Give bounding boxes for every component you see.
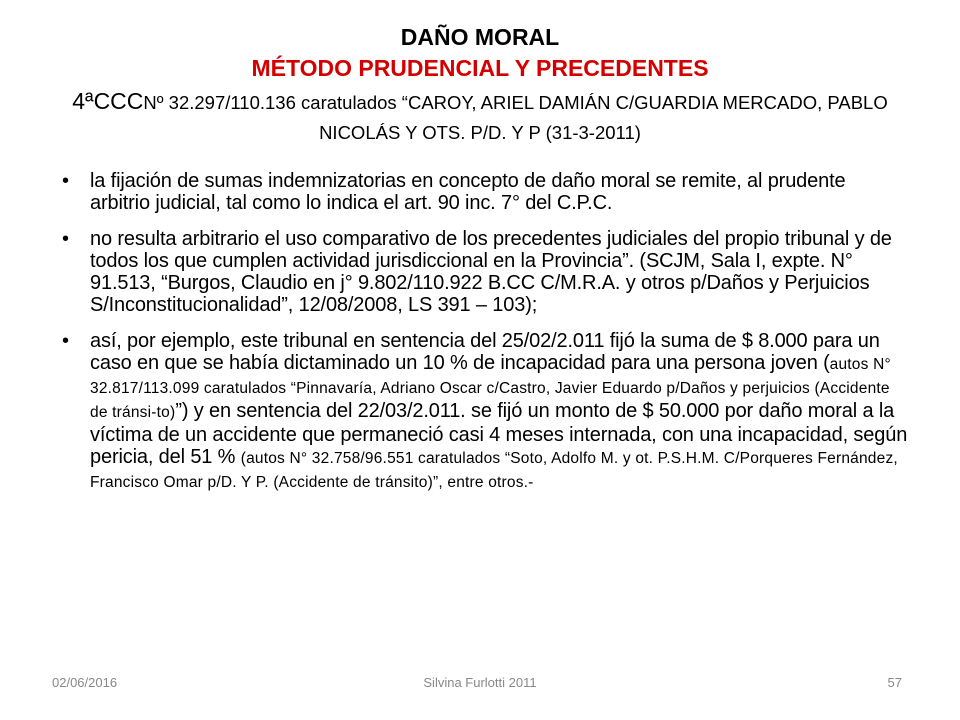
bullet-list (62, 170, 908, 494)
bullet-item (62, 330, 908, 494)
title-subtitle: MÉTODO PRUDENCIAL Y PRECEDENTES (251, 55, 709, 81)
title-case-caption: Nº 32.297/110.136 caratulados “CAROY, ARIEL DAMIÁN C/GUARDIA MERCADO, PABLO NICOLÁS Y OTS. P/D. Y P (31-3-2011) (143, 92, 888, 143)
bullet-icon: • (62, 228, 69, 250)
bullet-icon: • (62, 330, 69, 352)
footer-date: 02/06/2016 (52, 675, 118, 690)
bullet-citation: (autos N° 32.758/96.551 caratulados “Soto, Adolfo M. y ot. P.S.H.M. C/Porqueres Fernández, Francisco Omar p/D. Y P. (Accidente de tránsito)”, entre otros.- (90, 450, 898, 491)
slide-content (62, 170, 908, 508)
bullet-item (62, 228, 908, 316)
title-main: DAÑO MORAL (400, 24, 560, 50)
title-court: 4ªCCC (72, 88, 144, 114)
footer-author: Silvina Furlotti 2011 (423, 675, 537, 690)
bullet-item (62, 170, 908, 214)
bullet-icon: • (62, 170, 69, 192)
footer-page-number: 57 (887, 675, 902, 690)
bullet-text: la fijación de sumas indemnizatorias en concepto de daño moral se remite, al prudente arbitrio judicial, tal como lo indica el art. 90 inc. 7° del C.P.C. (90, 170, 846, 214)
slide-title (60, 22, 900, 148)
title-case-reference (60, 86, 900, 148)
bullet-text: así, por ejemplo, este tribunal en sentencia del 25/02/2.011 fijó la suma de $ 8.000 para un caso en que se había dictaminado un 10 % de incapacidad para una persona joven ( (90, 330, 880, 374)
bullet-text: no resulta arbitrario el uso comparativo de los precedentes judiciales del propio tribunal y de todos los que cumplen actividad jurisdiccional en la Provincia”. (SCJM, Sala I, expte. N° 91.513, “Burgos, Claudio en j° 9.802/110.922 B.CC C/M.R.A. y otros p/Daños y Perjuicios S/Inconstitucionalidad”, 12/08/2008, LS 391 – 103); (90, 228, 892, 316)
bullet-citation: autos N° 32.817/113.099 caratulados “Pinnavaría, Adriano Oscar c/Castro, Javier Eduardo p/Daños y perjuicios (Accidente de tránsi-to) (90, 356, 891, 421)
bullet-text: ”) y en sentencia del 22/03/2.011. se fijó un monto de $ 50.000 por daño moral a la víctima de un accidente que permaneció casi 4 meses internada, con una incapacidad, según pericia, del 51 % (90, 400, 908, 468)
